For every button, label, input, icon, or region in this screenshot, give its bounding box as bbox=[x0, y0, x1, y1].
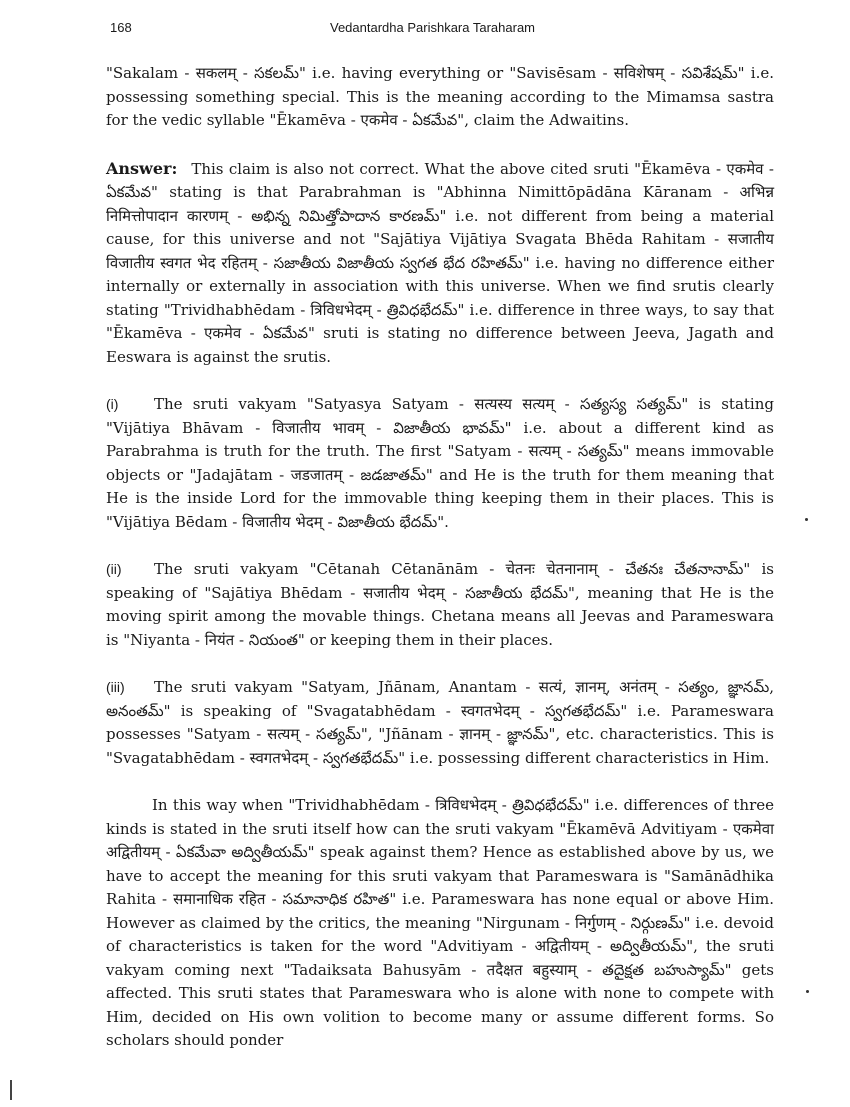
page-body bbox=[106, 62, 774, 1077]
conclusion-text: In this way when "Trividhabhēdam - त्रिविधभेदम् - త్రివిధభేదమ్" i.e. differences of three kinds is stated in the sruti itself how can the sruti vakyam "Ēkamēvā Advitiyam - एकमेवा अद्वितीयम् - ఏకమేవా అద్వితీయమ్" speak against them? Hence as established above by us, we have to accept the meaning for this sruti vakyam that Parameswara is "Samānādhika Rahita - समानाधिक रहित - సమానాధిక రహిత" i.e. Parameswara has none equal or above Him. However as claimed by the critics, the meaning "Nirgunam - निर्गुणम् - నిర్గుణమ్" i.e. devoid of characteristics is taken for the word "Advitiyam - अद्वितीयम् - అద్వితీయమ్", the sruti vakyam coming next "Tadaiksata Bahusyām - तदैक्षत बहुस्याम् - తదైక్షత బహుస్యామ్" gets affected. This sruti states that Parameswara who is alone with none to compete with Him, decided on His own volition to become many or assume different forms. So scholars should ponder bbox=[106, 796, 774, 1049]
paragraph-intro: "Sakalam - सकलम् - సకలమ్" i.e. having everything or "Savisēsam - सविशेषम् - సవిశేషమ్" i.e. possessing something special. This is the meaning according to the Mimamsa sastra for the vedic syllable "Ēkamēva - एकमेव - ఏకమేవ", claim the Adwaitins. bbox=[106, 64, 774, 129]
list-item-number: (ii) bbox=[106, 561, 122, 577]
paragraph-conclusion bbox=[106, 794, 774, 1053]
answer-label: Answer: bbox=[106, 158, 178, 178]
page-number: 168 bbox=[110, 20, 132, 35]
scan-artifact bbox=[10, 1080, 12, 1100]
answer-text: This claim is also not correct. What the above cited sruti "Ēkamēva - एकमेव - ఏకమేవ" stating is that Parabrahman is "Abhinna Nimittōpādāna Kāranam - अभिन्न निमित्तोपादान कारणम् - అభిన్న నిమిత్తోపాదాన కారణమ్" i.e. not different from being a material cause, for this universe and not "Sajātiya Vijātiya Svagata Bhēda Rahitam - सजातीय विजातीय स्वगत भेद रहितम् - సజాతీయ విజాతీయ స్వగత భేద రహితమ్" i.e. having no difference either internally or externally in association with this universe. When we find srutis clearly stating "Trividhabhēdam - त्रिविधभेदम् - త్రివిధభేదమ్" i.e. difference in three ways, to say that "Ēkamēva - एकमेव - ఏకమేవ" sruti is stating no difference between Jeeva, Jagath and Eeswara is against the srutis. bbox=[106, 159, 774, 366]
running-title: Vedantardha Parishkara Taraharam bbox=[330, 20, 535, 35]
list-item-iii bbox=[106, 676, 774, 770]
list-item-number: (iii) bbox=[106, 679, 125, 695]
list-item-text: The sruti vakyam "Cētanah Cētanānām - चेतनः चेतनानाम् - చేతనః చేతనానామ్" is speaking of "Sajātiya Bhēdam - सजातीय भेदम् - సజాతీయ భేదమ్", meaning that He is the moving spirit among the movable things. Chetana means all Jeevas and Parameswara is "Niyanta - नियंत - నియంత" or keeping them in their places. bbox=[106, 560, 774, 649]
scan-dot bbox=[806, 990, 809, 993]
paragraph-answer bbox=[106, 157, 774, 370]
list-item-text: The sruti vakyam "Satyasya Satyam - सत्यस्य सत्यम् - సత్యస్య సత్యమ్" is stating "Vijātiya Bhāvam - विजातीय भावम् - విజాతీయ భావమ్" i.e. about a different kind as Parabrahma is truth for the truth. The first "Satyam - सत्यम् - సత్యమ్" means immovable objects or "Jadajātam - जडजातम् - జడజాతమ్" and He is the truth for them meaning that He is the inside Lord for the immovable thing keeping them in their places. This is "Vijātiya Bēdam - विजातीय भेदम् - విజాతీయ భేదమ్". bbox=[106, 395, 774, 531]
scan-dot bbox=[805, 518, 808, 521]
list-item-i bbox=[106, 393, 774, 534]
list-item-number: (i) bbox=[106, 396, 119, 412]
list-item-ii bbox=[106, 558, 774, 652]
list-item-text: The sruti vakyam "Satyam, Jñānam, Anantam - सत्यं, ज्ञानम्, अनंतम् - సత్యం, జ్ఞానమ్, అనంతమ్" is speaking of "Svagatabhēdam - स्वगतभेदम् - స్వగతభేదమ్" i.e. Parameswara possesses "Satyam - सत्यम् - సత్యమ్", "Jñānam - ज्ञानम् - జ్ఞానమ్", etc. characteristics. This is "Svagatabhēdam - स्वगतभेदम् - స్వగతభేదమ్" i.e. possessing different characteristics in Him. bbox=[106, 678, 774, 767]
